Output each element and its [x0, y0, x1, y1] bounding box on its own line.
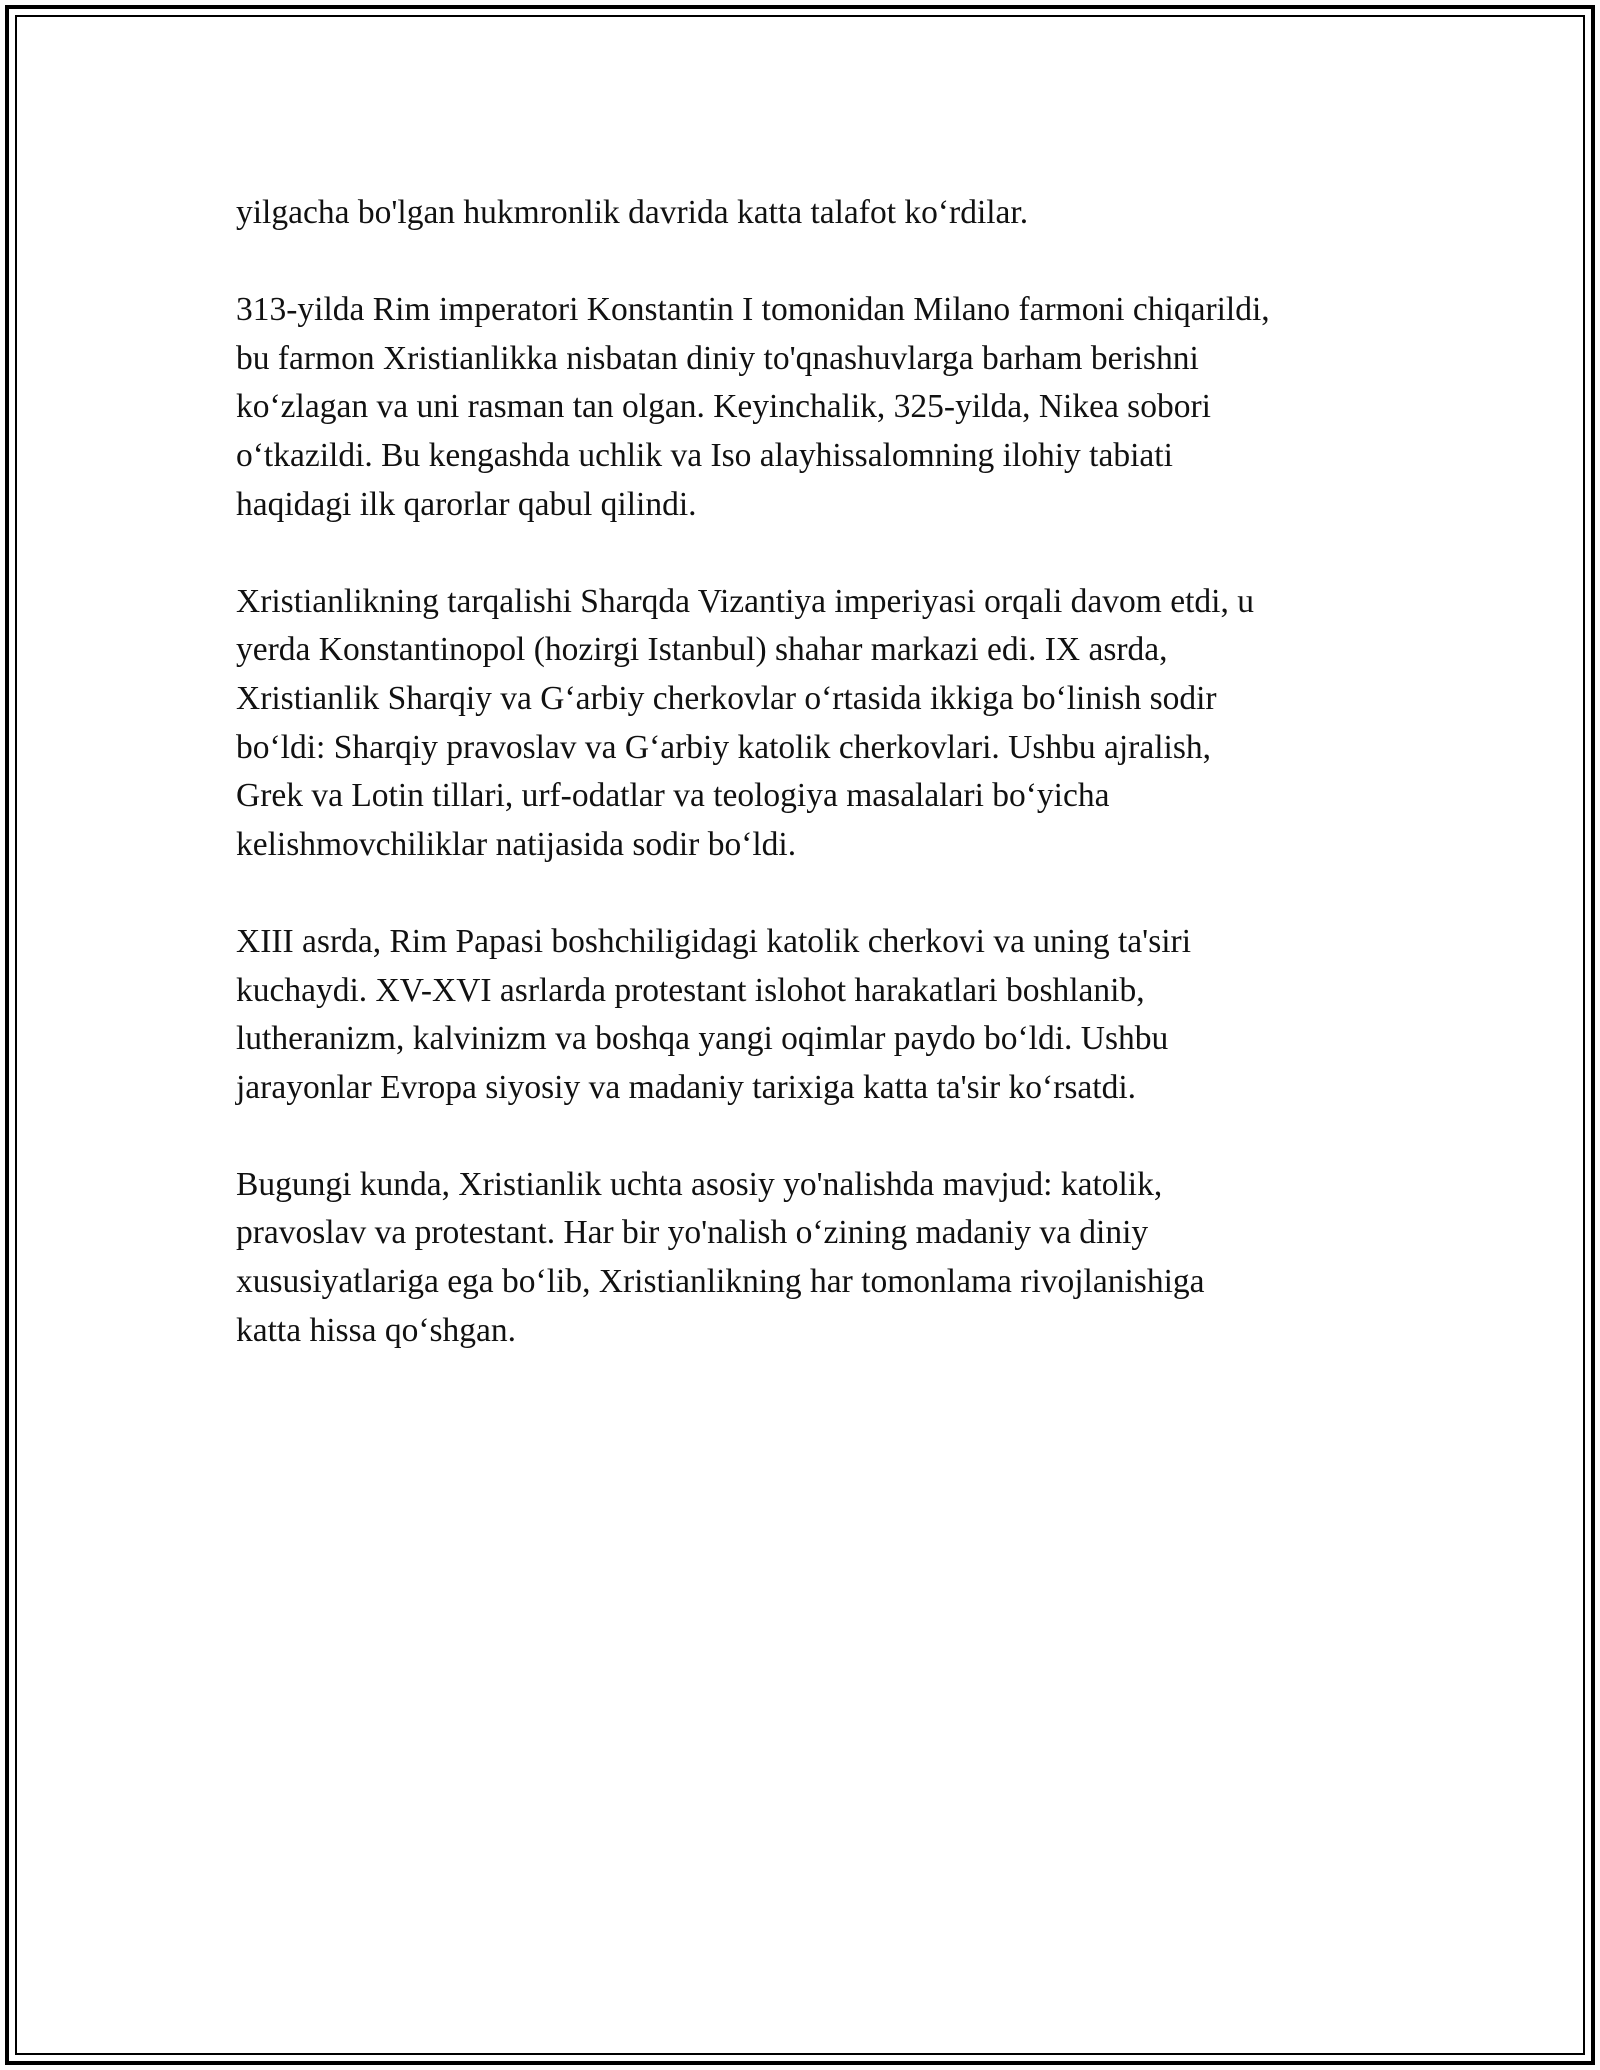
text-line: xususiyatlariga ega bo‘lib, Xristianlikning har tomonlama rivojlanishiga [236, 1263, 1205, 1301]
paragraph-2 [236, 286, 1386, 529]
text-line: Grek va Lotin tillari, urf-odatlar va teologiya masalalari bo‘yicha [236, 777, 1110, 815]
text-line: bo‘ldi: Sharqiy pravoslav va G‘arbiy katolik cherkovlari. Ushbu ajralish, [236, 728, 1211, 766]
paragraph-1 [236, 189, 1386, 238]
text-line: bu farmon Xristianlikka nisbatan diniy to'qnashuvlarga barham berishni [236, 339, 1199, 377]
text-line: ko‘zlagan va uni rasman tan olgan. Keyinchalik, 325-yilda, Nikea sobori [236, 388, 1211, 426]
text-line: Xristianlikning tarqalishi Sharqda Vizantiya imperiyasi orqali davom etdi, u [236, 582, 1254, 620]
text-line: XIII asrda, Rim Papasi boshchiligidagi katolik cherkovi va uning ta'siri [236, 922, 1192, 960]
text-line: lutheranizm, kalvinizm va boshqa yangi oqimlar paydo bo‘ldi. Ushbu [236, 1020, 1169, 1058]
text-line: Bugungi kunda, Xristianlik uchta asosiy yo'nalishda mavjud: katolik, [236, 1165, 1163, 1203]
document-body [236, 189, 1386, 1404]
text-line: katta hissa qo‘shgan. [236, 1311, 517, 1349]
text-line: yilgacha bo'lgan hukmronlik davrida katta talafot ko‘rdilar. [236, 194, 1029, 231]
text-line: o‘tkazildi. Bu kengashda uchlik va Iso alayhissalomning ilohiy tabiati [236, 436, 1173, 474]
text-line: pravoslav va protestant. Har bir yo'nalish o‘zining madaniy va diniy [236, 1214, 1149, 1252]
text-line: jarayonlar Evropa siyosiy va madaniy tarixiga katta ta'sir ko‘rsatdi. [236, 1068, 1137, 1106]
text-line: 313-yilda Rim imperatori Konstantin I tomonidan Milano farmoni chiqarildi, [236, 291, 1270, 329]
text-line: haqidagi ilk qarorlar qabul qilindi. [236, 485, 697, 523]
text-line: Xristianlik Sharqiy va G‘arbiy cherkovlar o‘rtasida ikkiga bo‘linish sodir [236, 679, 1217, 717]
paragraph-4 [236, 918, 1386, 1112]
paragraph-3 [236, 578, 1386, 870]
text-line: kuchaydi. XV-XVI asrlarda protestant islohot harakatlari boshlanib, [236, 971, 1145, 1009]
paragraph-5 [236, 1161, 1386, 1355]
text-line: kelishmovchiliklar natijasida sodir bo‘ldi. [236, 825, 797, 863]
text-line: yerda Konstantinopol (hozirgi Istanbul) shahar markazi edi. IX asrda, [236, 631, 1168, 669]
